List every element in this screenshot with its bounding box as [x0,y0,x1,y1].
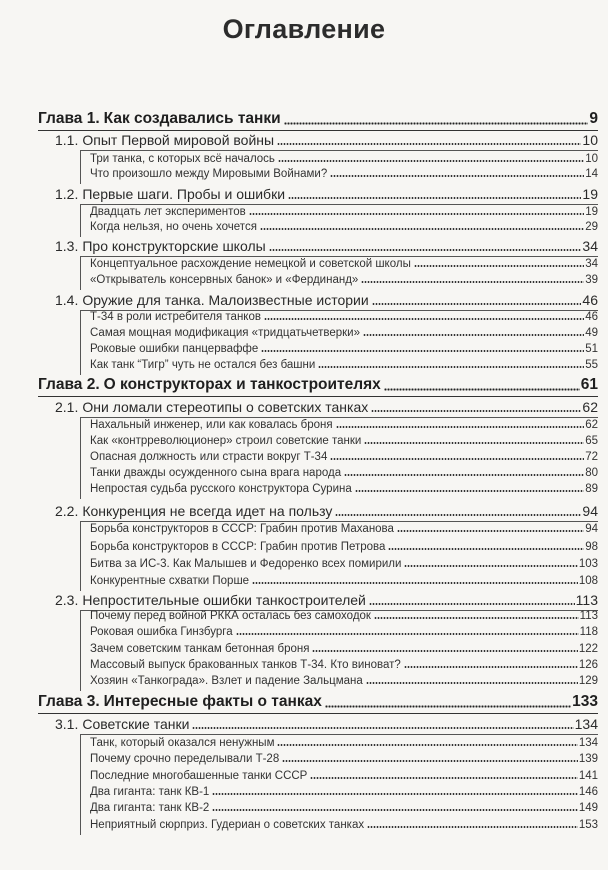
dot-leader [363,334,584,336]
dot-leader [388,548,584,550]
section-title: Советские танки [82,716,190,732]
item-page-number: 113 [579,610,598,622]
dot-leader [312,650,577,652]
section-bracket [80,521,81,591]
toc-item [90,737,598,749]
dot-leader [361,281,584,283]
section-title: Первые шаги. Пробы и ошибки [82,186,286,202]
item-page-number: 19 [585,206,598,218]
dot-leader [212,809,578,811]
dot-leader [252,582,578,584]
dot-leader [404,666,578,668]
item-page-number: 141 [578,770,598,782]
toc-item [90,343,598,355]
section-row [55,592,598,608]
item-title: Почему срочно переделывали Т-28 [90,753,280,765]
item-title: Борьба конструкторов в СССР: Грабин против Петрова [90,541,386,553]
section-page-number: 46 [582,292,598,308]
toc-item [90,359,598,371]
toc-item [90,523,598,535]
section-rule [80,521,598,522]
section-title: Опыт Первой мировой войны [82,132,275,148]
section-title: Конкуренция не всегда идет на пользу [82,503,333,519]
toc-item [90,770,598,782]
section-row [55,503,598,519]
dot-leader [414,265,584,267]
section-page-number: 34 [582,238,598,254]
section-bracket [80,310,81,375]
section-bracket [80,150,81,184]
item-page-number: 65 [585,435,598,447]
item-page-number: 51 [585,343,598,355]
toc-item [90,753,598,765]
section-page-number: 134 [574,716,598,732]
item-title: Двадцать лет экспериментов [90,206,246,218]
item-title: Массовый выпуск бракованных танков Т-34. Кто виноват? [90,659,401,671]
toc-item [90,311,598,323]
chapter-page-number: 133 [572,693,598,710]
item-title: Зачем советским танкам бетонная броня [90,643,310,655]
item-page-number: 89 [585,483,598,495]
section-rule [80,417,598,418]
section-number: 1.2. [55,186,79,202]
item-page-number: 108 [578,575,598,587]
dot-leader [249,213,584,215]
toc-item [90,819,598,831]
item-title: Два гиганта: танк КВ-2 [90,802,210,814]
toc-item [90,467,598,479]
dot-leader [288,197,581,199]
toc-item [90,575,598,587]
toc-item [90,643,598,655]
chapter-rule [38,713,598,714]
item-page-number: 129 [578,675,598,687]
chapter-page-number: 9 [589,110,598,127]
item-title: Когда нельзя, но очень хочется [90,221,257,233]
item-page-number: 34 [585,258,598,270]
item-title: Танки дважды осужденного сына врага народа [90,467,342,479]
item-title: Т-34 в роли истребителя танков [90,311,261,323]
toc-item [90,626,598,638]
item-title: Три танка, с которых всё началось [90,153,275,165]
toc-item [90,274,598,286]
dot-leader [264,318,584,320]
dot-leader [384,388,580,391]
toc-item [90,221,598,233]
section-number: 1.1. [55,132,79,148]
item-title: «Открыватель консервных банок» и «Фердинанд» [90,274,359,286]
section-row [55,716,598,732]
section-number: 2.3. [55,592,79,608]
dot-leader [318,366,584,368]
dot-leader [278,160,584,162]
item-title: Танк, который оказался ненужным [90,737,275,749]
dot-leader [367,826,578,828]
dot-leader [371,410,581,412]
toc-item [90,483,598,495]
item-page-number: 122 [578,643,598,655]
item-title: Концептуальное расхождение немецкой и советской школы [90,258,411,270]
section-row [55,399,598,415]
dot-leader [212,793,578,795]
item-page-number: 49 [585,327,598,339]
item-page-number: 126 [578,659,598,671]
item-title: Как «контрреволюционер» строил советские танки [90,435,362,447]
item-page-number: 118 [579,626,598,638]
toc-item [90,153,598,165]
chapter-row [38,693,598,711]
item-page-number: 46 [585,311,598,323]
item-title: Что произошло между Мировыми Войнами? [90,168,328,180]
dot-leader [404,565,577,567]
chapter-number: Глава 3. [38,693,100,710]
item-page-number: 39 [585,274,598,286]
item-page-number: 14 [585,168,598,180]
toc-item [90,558,598,570]
item-title: Два гиганта: танк КВ-1 [90,786,210,798]
chapter-title: О конструкторах и танкостроителях [103,376,381,393]
section-title: Оружие для танка. Малоизвестные истории [82,292,369,308]
section-page-number: 94 [582,503,598,519]
toc-item [90,435,598,447]
item-page-number: 98 [585,541,598,553]
section-row [55,292,598,308]
section-page-number: 113 [575,592,598,608]
toc-item [90,258,598,270]
toc-item [90,786,598,798]
chapter-page-number: 61 [580,376,598,393]
toc-item [90,659,598,671]
item-title: Борьба конструкторов в СССР: Грабин против Маханова [90,523,394,535]
toc-item [90,541,598,553]
item-title: Опасная должность или страсти вокруг Т-34 [90,451,328,463]
toc-item [90,675,598,687]
section-bracket [80,734,81,835]
section-page-number: 10 [582,132,598,148]
dot-leader [310,777,577,779]
dot-leader [277,143,581,145]
section-number: 2.1. [55,399,79,415]
item-title: Хозяин «Танкограда». Взлет и падение Зальцмана [90,675,363,687]
chapter-row [38,110,598,128]
section-rule [80,204,598,205]
dot-leader [344,474,584,476]
dot-leader [236,633,579,635]
section-title: Про конструкторские школы [82,238,266,254]
dot-leader [330,458,584,460]
toc-item [90,610,598,622]
dot-leader [261,350,584,352]
toc-item [90,802,598,814]
dot-leader [260,228,584,230]
section-page-number: 62 [582,399,598,415]
section-number: 1.3. [55,238,79,254]
section-bracket [80,256,81,290]
chapter-title: Интересные факты о танках [103,693,322,710]
section-number: 1.4. [55,292,79,308]
dot-leader [282,760,578,762]
toc-item [90,419,598,431]
dot-leader [336,426,585,428]
section-number: 2.2. [55,503,79,519]
dot-leader [335,514,581,516]
section-page-number: 19 [582,186,598,202]
dot-leader [284,122,589,125]
dot-leader [192,727,573,729]
section-title: Они ломали стереотипы о советских танках [82,399,369,415]
dot-leader [269,249,582,251]
item-title: Непростая судьба русского конструктора Сурина [90,483,352,495]
item-page-number: 29 [585,221,598,233]
item-page-number: 72 [585,451,598,463]
dot-leader [355,490,584,492]
item-title: Битва за ИС-3. Как Малышев и Федоренко всех помирили [90,558,402,570]
section-bracket [80,417,81,499]
section-rule [80,734,598,735]
item-page-number: 153 [578,819,598,831]
item-page-number: 139 [578,753,598,765]
section-row [55,186,598,202]
item-title: Почему перед войной РККА осталась без самоходок [90,610,371,622]
section-bracket [80,610,81,691]
item-title: Роковая ошибка Гинзбурга [90,626,233,638]
dot-leader [364,442,584,444]
toc-item [90,168,598,180]
section-title: Непростительные ошибки танкостроителей [82,592,366,608]
item-page-number: 94 [585,523,598,535]
item-page-number: 10 [585,153,598,165]
dot-leader [397,530,584,532]
item-title: Конкурентные схватки Порше [90,575,250,587]
item-page-number: 80 [585,467,598,479]
dot-leader [374,617,579,619]
item-page-number: 149 [578,802,598,814]
item-page-number: 55 [585,359,598,371]
item-page-number: 134 [578,737,598,749]
dot-leader [366,682,578,684]
dot-leader [325,705,571,708]
chapter-number: Глава 2. [38,376,100,393]
item-title: Самая мощная модификация «тридцатьчетверки» [90,327,360,339]
section-row [55,132,598,148]
dot-leader [330,175,584,177]
page-title: Оглавление [222,14,386,44]
toc-item [90,206,598,218]
item-title: Нахальный инженер, или как ковалась броня [90,419,333,431]
chapter-title: Как создавались танки [103,110,281,127]
section-bracket [80,204,81,237]
item-title: Как танк “Тигр” чуть не остался без башни [90,359,316,371]
dot-leader [369,603,575,605]
section-number: 3.1. [55,716,79,732]
item-title: Неприятный сюрприз. Гудериан о советских танках [90,819,365,831]
item-page-number: 103 [578,558,598,570]
item-title: Последние многобашенные танки СССР [90,770,308,782]
section-rule [80,256,598,257]
section-rule [80,150,598,151]
item-page-number: 62 [585,419,598,431]
dot-leader [277,744,577,746]
toc-item [90,327,598,339]
toc-item [90,451,598,463]
item-title: Роковые ошибки панцерваффе [90,343,259,355]
item-page-number: 146 [578,786,598,798]
chapter-rule [38,396,598,397]
chapter-number: Глава 1. [38,110,100,127]
dot-leader [372,303,582,305]
section-row [55,238,598,254]
chapter-row [38,376,598,394]
